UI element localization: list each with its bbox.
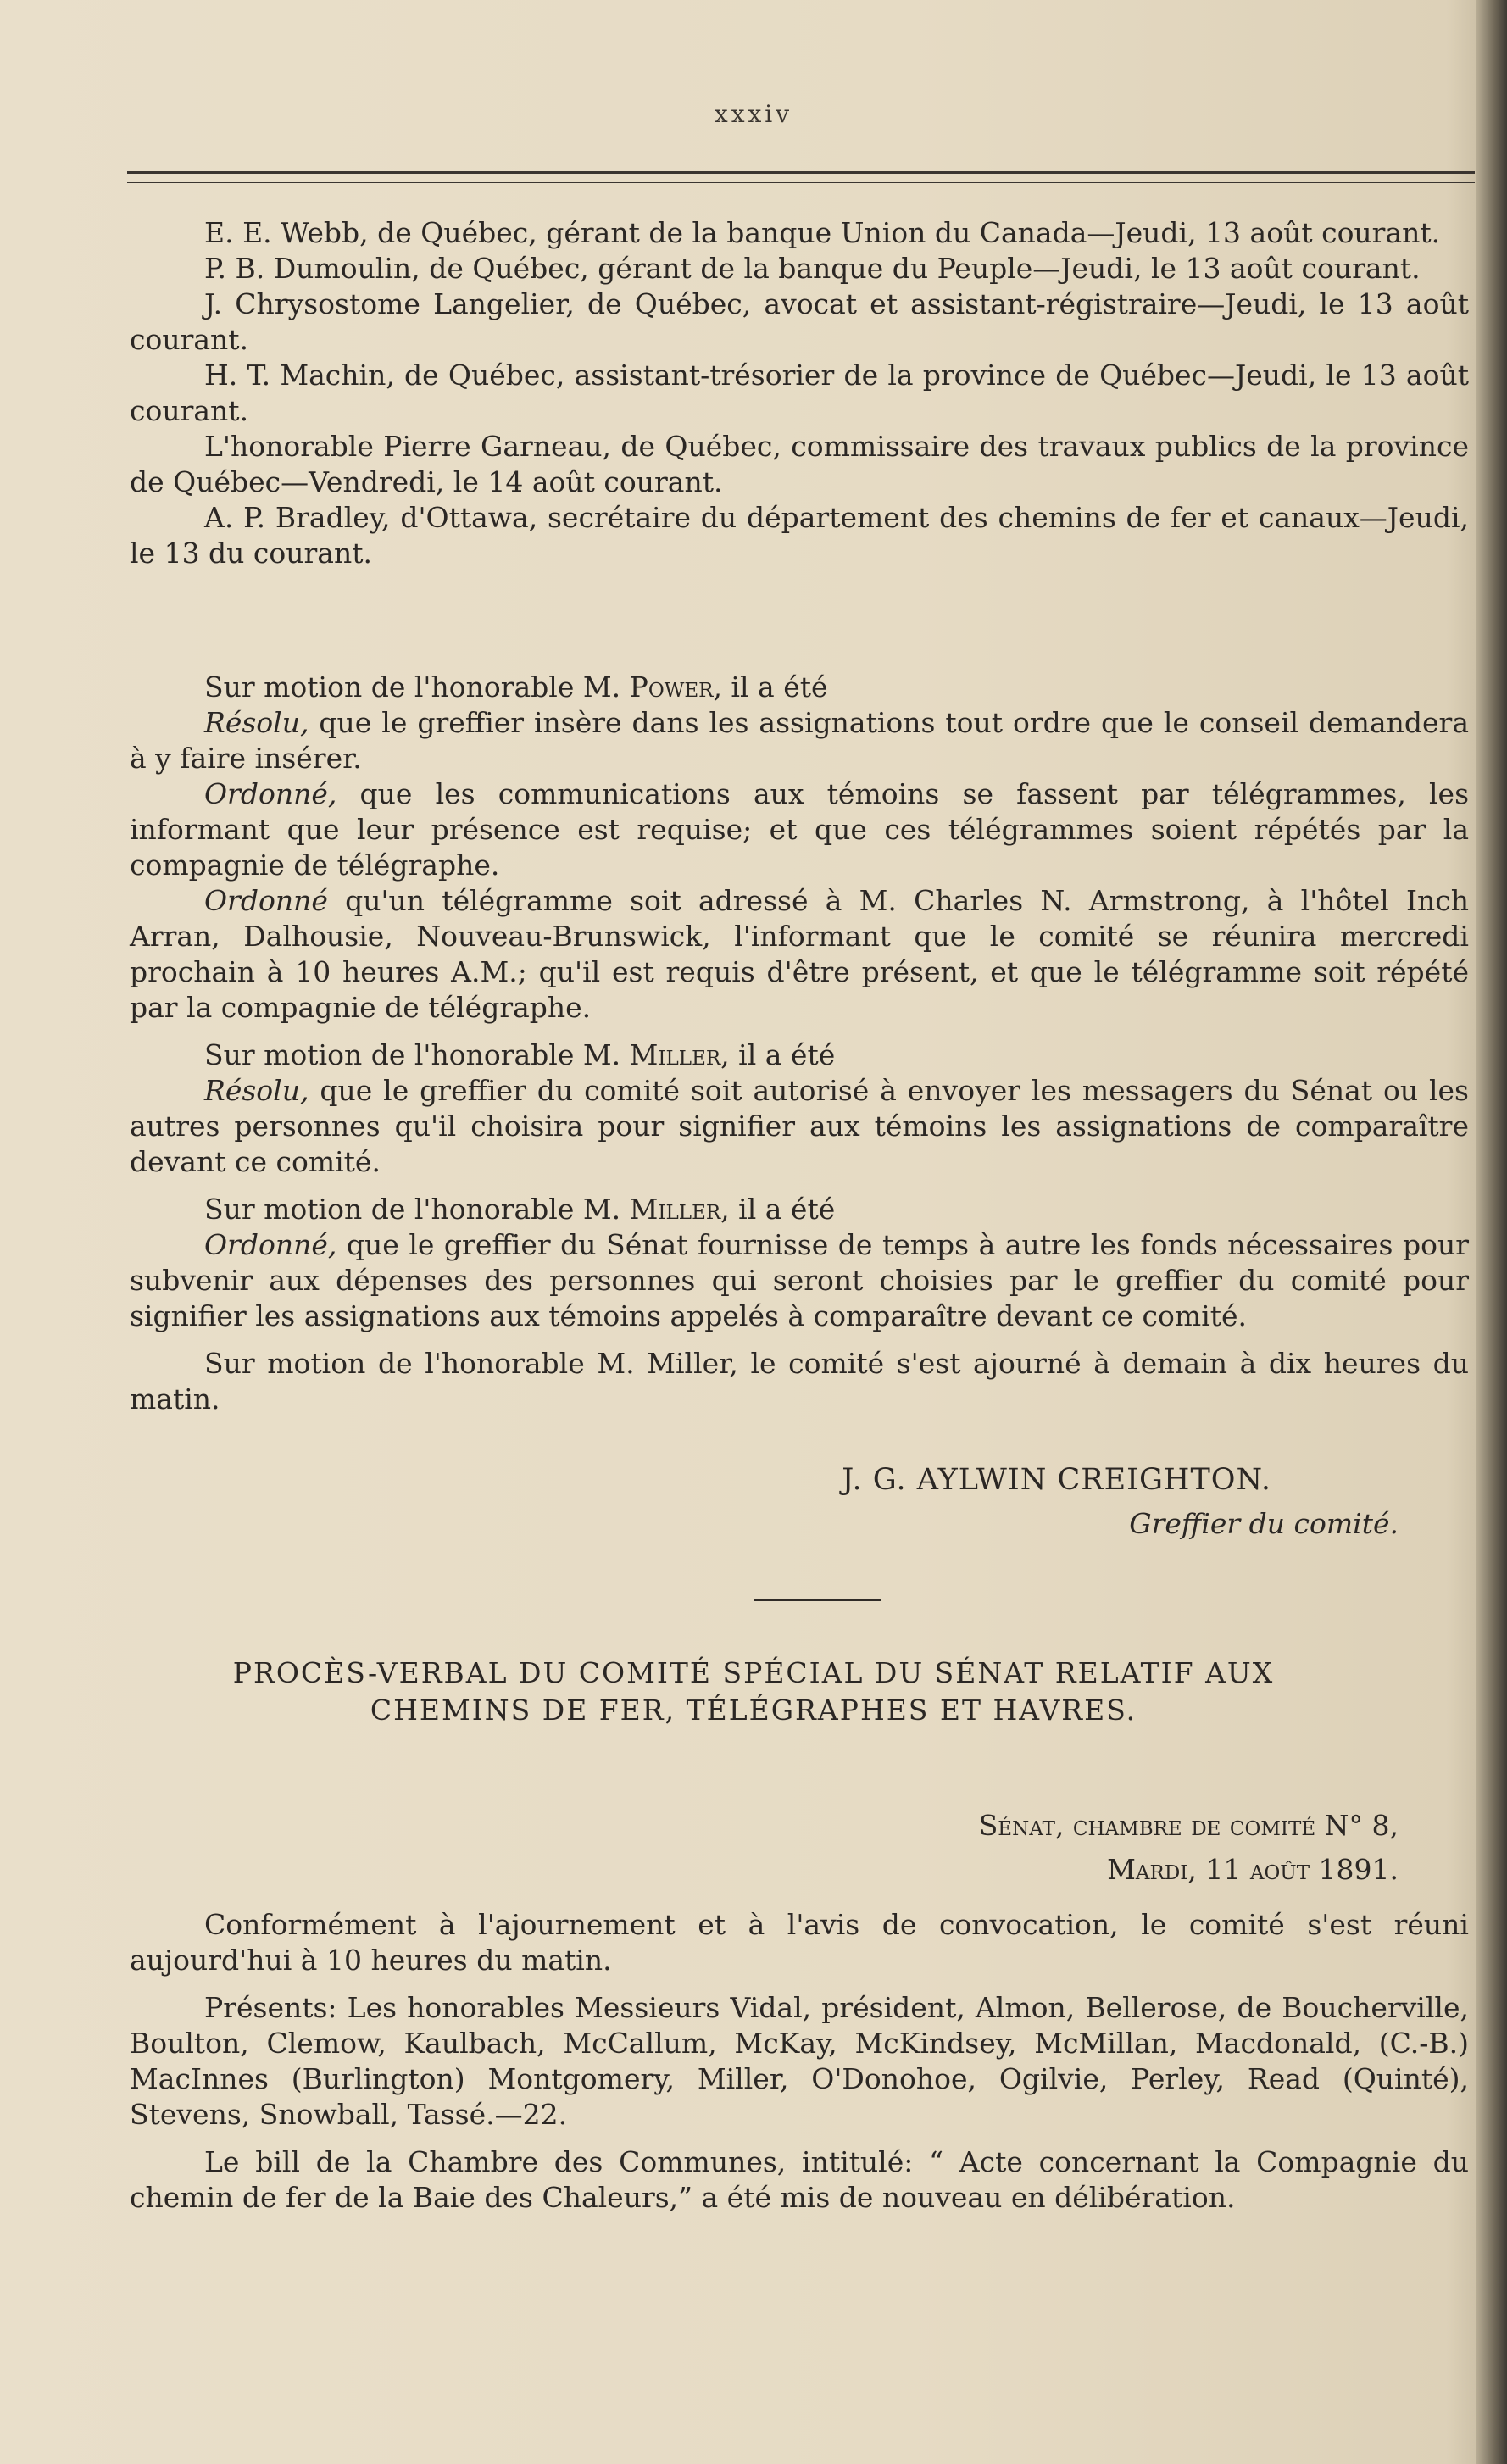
section-divider xyxy=(754,1599,881,1601)
attendance-paragraph: Présents: Les honorables Messieurs Vidal, président, Almon, Bellerose, de Boucherville, Boulton, Clemow, Kaulbach, McCallum, McKay, McKindsey, McMillan, Macdonald, (C.-B.) MacInnes (Burlington) Montgomery, Miller, O'Donohoe, Ogilvie, Perley, Read (Quinté), Stevens, Snowball, Tassé.—22. xyxy=(130,1991,1469,2131)
resolution-text: que le greffier insère dans les assignations tout ordre que le conseil demandera à y faire insérer. xyxy=(130,706,1469,775)
motion-intro xyxy=(130,670,1469,705)
order-label: Ordonné xyxy=(204,884,328,917)
page-number: xxxiv xyxy=(714,100,793,128)
witness-entry: H. T. Machin, de Québec, assistant-trésorier de la province de Québec—Jeudi, le 13 août courant. xyxy=(130,359,1469,427)
minutes-paragraph: Le bill de la Chambre des Communes, intitulé: “ Acte concernant la Compagnie du chemin de fer de la Baie des Chaleurs,” a été mis de nouveau en délibération. xyxy=(130,2145,1469,2214)
minutes-paragraph: Conformément à l'ajournement et à l'avis de convocation, le comité s'est réuni aujourd'hui à 10 heures du matin. xyxy=(130,1908,1469,1977)
motion-intro-text: , il a été xyxy=(720,1193,836,1226)
witness-entry: L'honorable Pierre Garneau, de Québec, commissaire des travaux publics de la province de Québec—Vendredi, le 14 août courant. xyxy=(130,430,1469,498)
section-title-line: PROCÈS-VERBAL DU COMITÉ SPÉCIAL DU SÉNAT RELATIF AUX xyxy=(232,1656,1275,1689)
motion-intro-text: Sur motion de l'honorable M. xyxy=(204,1038,630,1071)
witness-entry: A. P. Bradley, d'Ottawa, secrétaire du département des chemins de fer et canaux—Jeudi, le 13 du courant. xyxy=(130,501,1469,570)
order-text: que le greffier du Sénat fournisse de temps à autre les fonds nécessaires pour subvenir aux dépenses des personnes qui seront choisies par le greffier du comité pour signifier les assignations aux témoins appelés à comparaître devant ce comité. xyxy=(130,1228,1469,1332)
motion-intro-text: Sur motion de l'honorable M. xyxy=(204,670,630,704)
page-edge-shadow xyxy=(1476,0,1507,2464)
member-name: Miller xyxy=(629,1038,721,1071)
order-text: qu'un télégramme soit adressé à M. Charles N. Armstrong, à l'hôtel Inch Arran, Dalhousie, Nouveau-Brunswick, l'informant que le comité se réunira mercredi prochain à 10 heures A.M.; qu'il est requis d'être présent, et que le télégramme soit répété par la compagnie de télégraphe. xyxy=(130,884,1469,1024)
section-title xyxy=(0,1655,1507,1729)
motion-intro-text: Sur motion de l'honorable M. xyxy=(204,1193,630,1226)
motions-section xyxy=(130,670,1469,1417)
motion-intro-text: , il a été xyxy=(720,1038,836,1071)
motion-intro xyxy=(130,1037,1469,1073)
signature-name: J. G. AYLWIN CREIGHTON. xyxy=(842,1463,1271,1497)
meeting-location: Sénat, chambre de comité N° 8, xyxy=(978,1809,1399,1842)
motion-intro-text: , il a été xyxy=(713,670,828,704)
motion-intro xyxy=(130,1192,1469,1227)
order-text: que les communications aux témoins se fassent par télégrammes, les informant que leur présence est requise; et que ces télégrammes soient répétés par la compagnie de télégraphe. xyxy=(130,777,1469,882)
header-double-rule xyxy=(127,171,1475,183)
resolution-text: que le greffier du comité soit autorisé à envoyer les messagers du Sénat ou les autres personnes qu'il choisira pour signifier aux témoins les assignations de comparaître devant ce comité. xyxy=(130,1074,1469,1178)
adjournment-paragraph: Sur motion de l'honorable M. Miller, le comité s'est ajourné à demain à dix heures du matin. xyxy=(130,1347,1469,1416)
resolution-label: Résolu, xyxy=(204,706,309,739)
section-title-line: CHEMINS DE FER, TÉLÉGRAPHES ET HAVRES. xyxy=(370,1694,1137,1727)
resolution-paragraph xyxy=(130,705,1469,776)
order-paragraph xyxy=(130,776,1469,883)
member-name: Power xyxy=(629,670,714,704)
member-name: Miller xyxy=(629,1193,721,1226)
meeting-date: Mardi, 11 août 1891. xyxy=(1107,1853,1399,1886)
witness-entry: P. B. Dumoulin, de Québec, gérant de la banque du Peuple—Jeudi, le 13 août courant. xyxy=(204,252,1421,285)
order-paragraph xyxy=(130,883,1469,1026)
signature-title: Greffier du comité. xyxy=(1129,1507,1399,1540)
witness-list xyxy=(130,215,1469,571)
order-label: Ordonné, xyxy=(204,777,337,810)
witness-entry: J. Chrysostome Langelier, de Québec, avocat et assistant-régistraire—Jeudi, le 13 août courant. xyxy=(130,287,1469,356)
order-label: Ordonné, xyxy=(204,1228,337,1261)
witness-entry: E. E. Webb, de Québec, gérant de la banque Union du Canada—Jeudi, 13 août courant. xyxy=(204,216,1441,249)
order-paragraph xyxy=(130,1227,1469,1334)
minutes-body xyxy=(130,1907,1469,2216)
resolution-label: Résolu, xyxy=(204,1074,309,1107)
resolution-paragraph xyxy=(130,1073,1469,1180)
